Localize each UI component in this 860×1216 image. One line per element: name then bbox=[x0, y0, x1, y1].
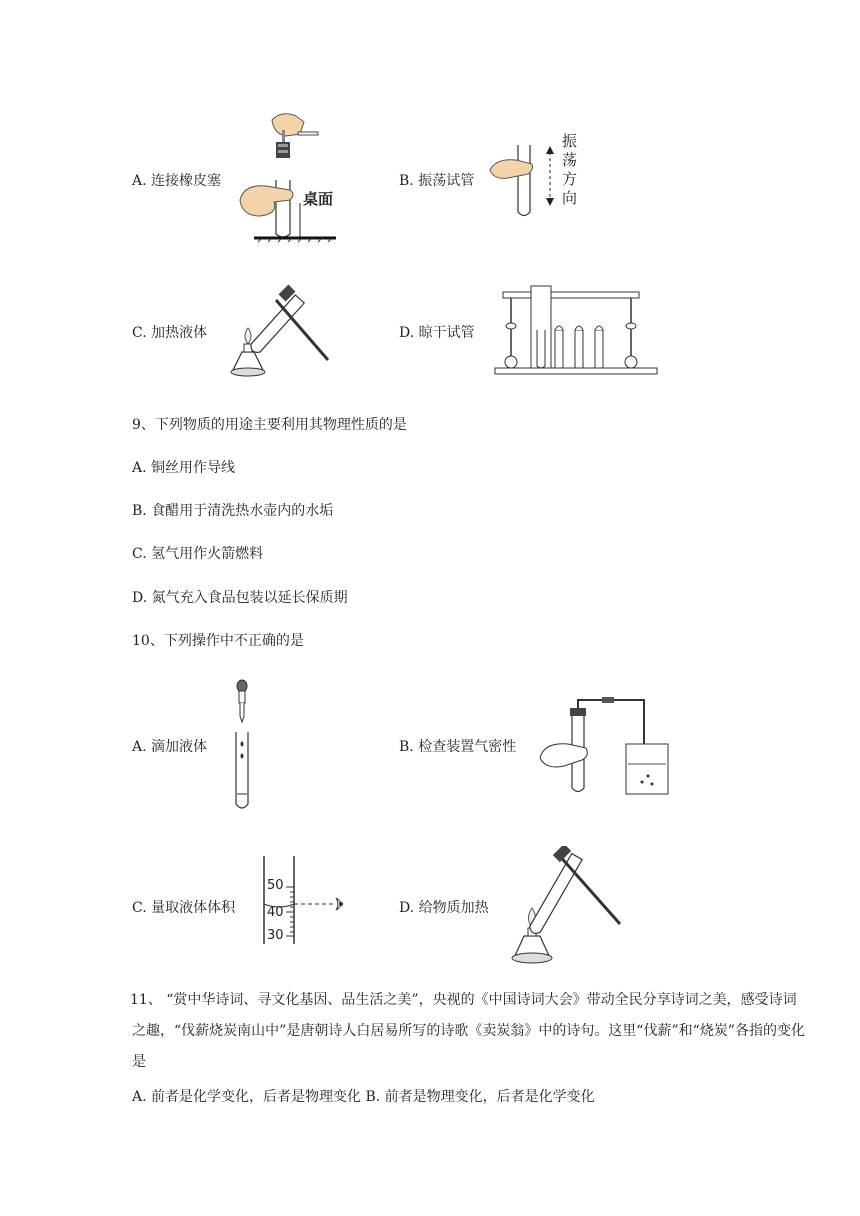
graduated-cylinder-figure bbox=[258, 856, 350, 946]
tick-40: 40 bbox=[267, 905, 284, 920]
q11-options-ab: A. 前者是化学变化，后者是物理变化 B. 前者是物理变化，后者是化学变化 bbox=[132, 1089, 595, 1105]
q8-option-d: D. 晾干试管 bbox=[399, 325, 475, 341]
q11-stem: 11、 “赏中华诗词、寻文化基因、品生活之美”，央视的《中国诗词大会》带动全民分享诗词之美，感受诗词之趣，“伐薪烧炭南山中”是唐朝诗人白居易所写的诗歌《卖炭翁》中的诗句。这里“伐薪”和“烧炭”各指的变化是 bbox=[130, 992, 805, 1070]
tick-30: 30 bbox=[267, 928, 284, 943]
q9-option-a: A. 铜丝用作导线 bbox=[132, 460, 236, 476]
shake-tube-figure bbox=[488, 140, 558, 225]
q8-option-b: B. 振荡试管 bbox=[399, 173, 475, 189]
shake-direction-label bbox=[562, 132, 580, 208]
q9-option-c: C. 氢气用作火箭燃料 bbox=[132, 546, 264, 562]
q10-stem: 10、下列操作中不正确的是 bbox=[132, 633, 304, 649]
q9-option-d: D. 氮气充入食品包装以延长保质期 bbox=[132, 590, 348, 606]
label-char: 方 bbox=[562, 170, 578, 188]
q9-option-b: B. 食醋用于清洗热水壶内的水垢 bbox=[132, 503, 334, 519]
label-char: 振 bbox=[562, 132, 578, 150]
dry-tubes-rack-figure bbox=[491, 282, 661, 378]
airtightness-check-figure bbox=[538, 696, 674, 800]
desk-label: 桌面 bbox=[303, 190, 334, 208]
label-char: 向 bbox=[562, 189, 578, 207]
q10-option-b: B. 检查装置气密性 bbox=[399, 739, 517, 755]
tick-50: 50 bbox=[267, 878, 284, 893]
q9-stem: 9、下列物质的用途主要利用其物理性质的是 bbox=[132, 417, 407, 433]
dropper-tube-figure bbox=[228, 676, 258, 816]
q8-option-a: A. 连接橡皮塞 bbox=[132, 173, 222, 189]
q10-option-c: C. 量取液体体积 bbox=[132, 900, 236, 916]
rubber-stopper-figure bbox=[234, 108, 344, 243]
q8-option-c: C. 加热液体 bbox=[132, 325, 208, 341]
heating-substance-figure bbox=[500, 846, 630, 970]
q10-option-a: A. 滴加液体 bbox=[132, 739, 208, 755]
label-char: 荡 bbox=[562, 151, 578, 169]
q10-option-d: D. 给物质加热 bbox=[399, 900, 489, 916]
heat-liquid-figure bbox=[224, 282, 334, 382]
